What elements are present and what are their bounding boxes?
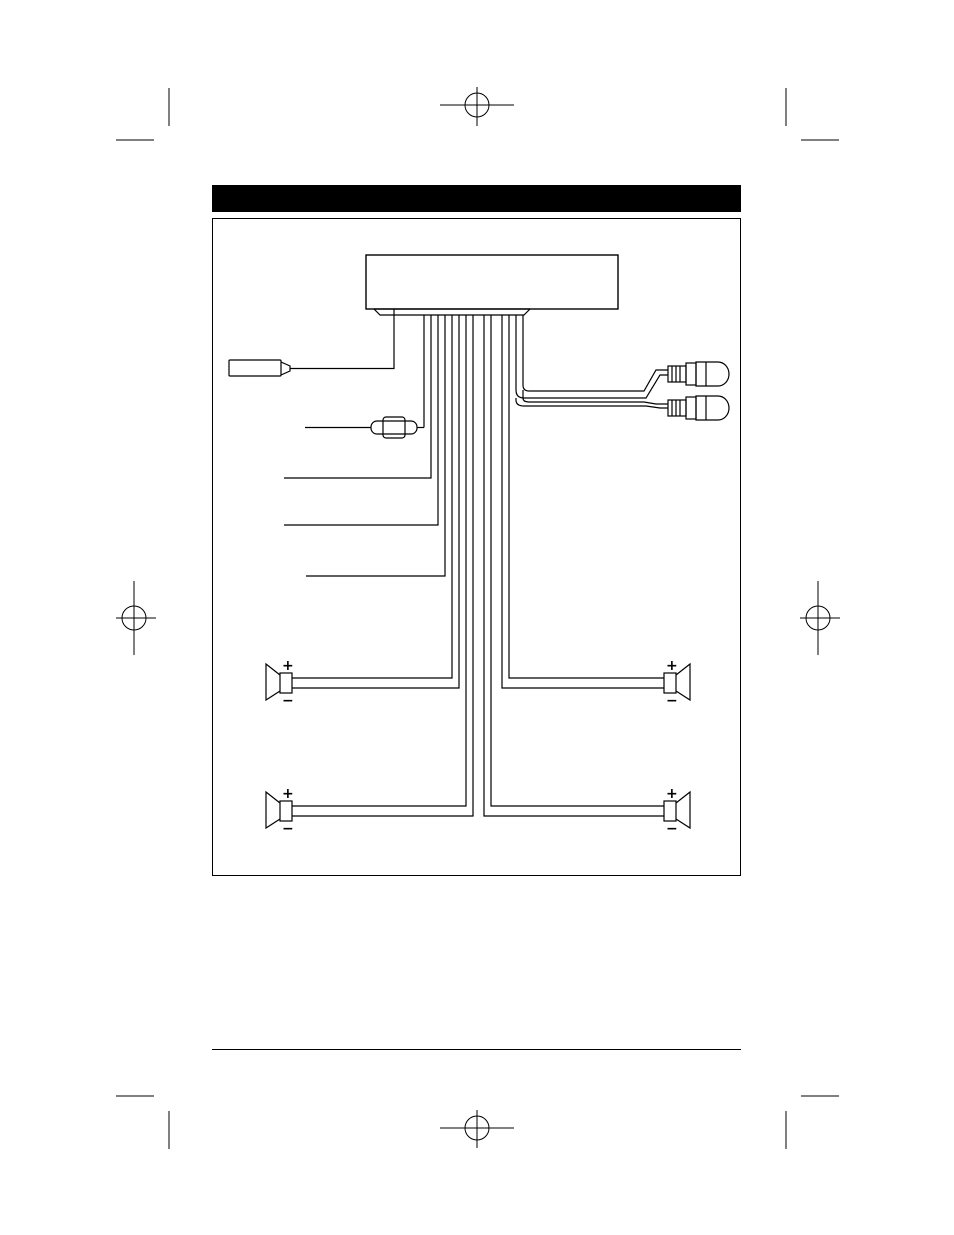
- head-unit-chassis: [366, 255, 618, 309]
- antenna-lead: [290, 309, 394, 369]
- rear-left-wire-plus: [292, 315, 466, 806]
- harness-plug-outline: [374, 309, 530, 315]
- rca-connector-1: [668, 362, 729, 386]
- rear-right-plus-mark: +: [666, 786, 678, 802]
- rear-left-minus-mark: −: [282, 821, 294, 837]
- front-right-minus-mark: −: [666, 693, 678, 709]
- rca-lead-1-inner: [523, 315, 668, 391]
- rear-right-wire-plus: [491, 315, 664, 806]
- front-right-plus-mark: +: [666, 658, 678, 674]
- rear-right-minus-mark: −: [666, 821, 678, 837]
- rear-left-plus-mark: +: [282, 786, 294, 802]
- fuse-holder: [305, 315, 424, 438]
- lead-1-wire: [284, 315, 431, 478]
- rear-left-wire-minus: [292, 315, 473, 816]
- rca-connector-2: [668, 396, 729, 420]
- crosshair-bottom: [440, 1110, 514, 1148]
- front-left-plus-mark: +: [282, 658, 294, 674]
- rear-right-wire-minus: [484, 315, 664, 816]
- front-left-wire-plus: [292, 315, 452, 678]
- front-left-wire-minus: [292, 315, 459, 688]
- rca-lead-1: [516, 315, 668, 398]
- crosshair-right: [800, 581, 840, 655]
- front-right-wire-plus: [509, 315, 664, 678]
- registration-marks: [116, 87, 840, 1149]
- rca-lead-2: [516, 398, 668, 408]
- crosshair-top: [440, 87, 514, 126]
- front-right-wire-minus: [502, 315, 664, 688]
- crosshair-left: [116, 581, 156, 655]
- front-left-minus-mark: −: [282, 693, 294, 709]
- antenna-plug: [229, 309, 394, 376]
- lead-2-wire: [284, 315, 438, 525]
